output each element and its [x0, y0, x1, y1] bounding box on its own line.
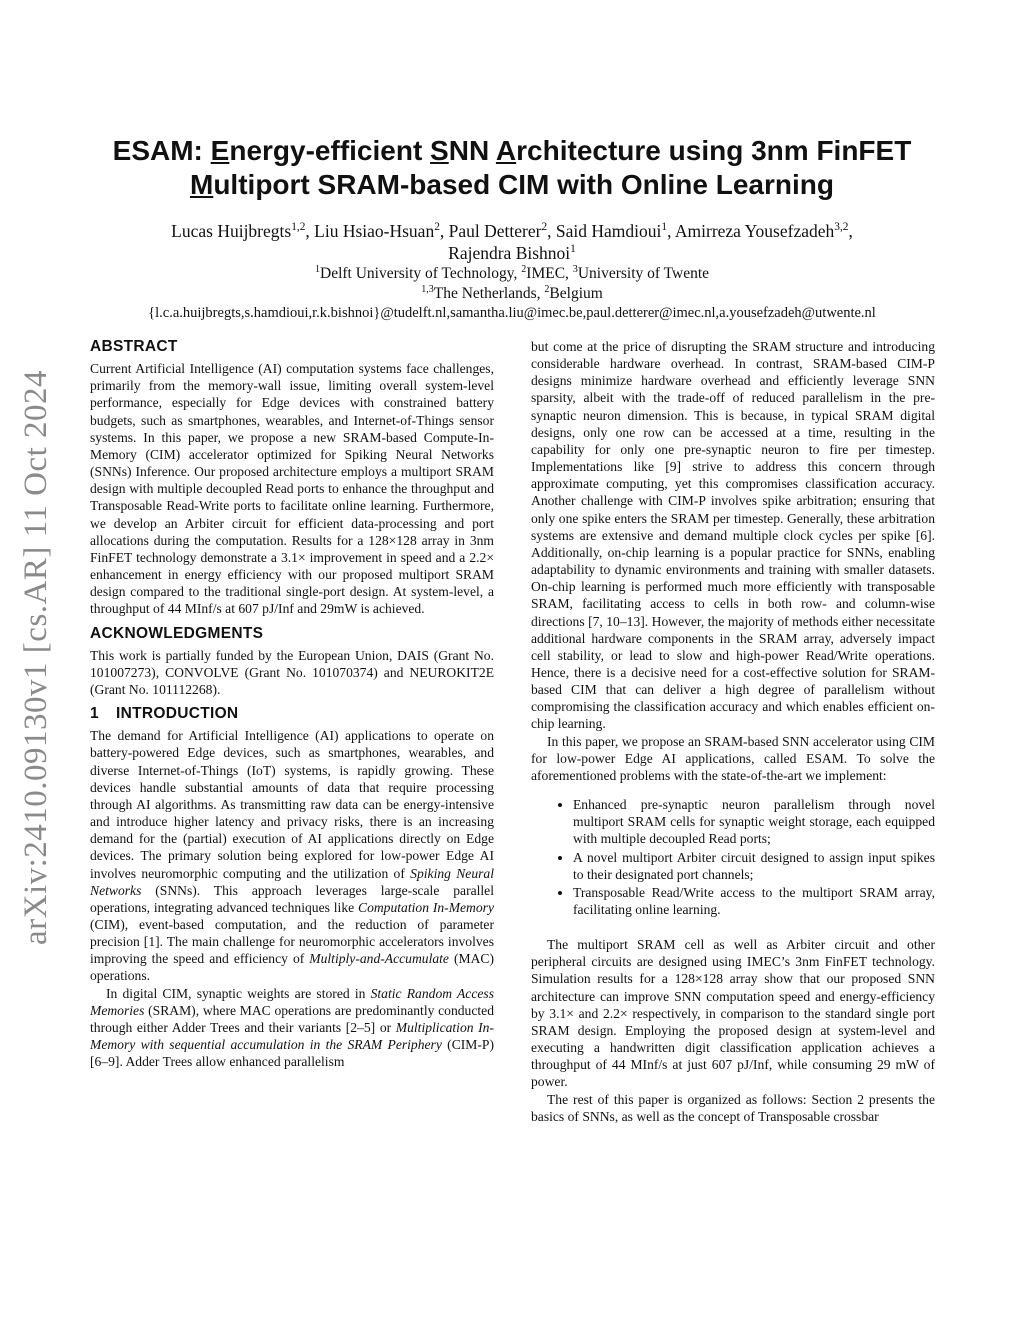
- affiliation-mark: 1: [314, 263, 320, 275]
- list-item: • Enhanced pre-synaptic neuron parallelism through novel multiport SRAM cells for synaptic weight storage, each equipped with multiple decoupled Read ports;: [573, 796, 935, 847]
- author-separator: ,: [667, 221, 675, 241]
- intro-paragraph: The rest of this paper is organized as follows: Section 2 presents the basics of SNNs, as well as the concept of Transposable crossbar: [531, 1091, 935, 1124]
- list-item: • Transposable Read/Write access to the multiport SRAM array, facilitating online learning.: [573, 884, 935, 918]
- emphasized-term: Static Random Access Memories: [90, 985, 494, 1018]
- paragraph-text: (SRAM), where MAC operations are predominantly conducted through either Adder Trees and their variants [2–5] or: [90, 1002, 494, 1035]
- intro-paragraph: The multiport SRAM cell as well as Arbiter circuit and other peripheral circuits are designed using IMEC’s 3nm FinFET technology. Simulation results for a 128×128 array show that our proposed SNN architecture can improve SNN computation speed and energy-efficiency by 3.1× and 2.2× respectively, in comparison to the standard single port SRAM design. Employing the proposed design at system-level and executing a handwritten digit classification application achieves a throughput of 44 MInf/s at just 607 pJ/Inf, while consuming 29 mW of power.: [531, 937, 935, 1090]
- title-text: ESAM:: [112, 135, 211, 166]
- title-acronym-letter: M: [190, 169, 214, 200]
- emphasized-term: Multiplication In-Memory with sequential accumulation in the SRAM Periphery: [90, 1019, 495, 1053]
- contribution-list: [531, 796, 935, 918]
- author-list: [80, 220, 944, 264]
- title-text: rchitecture using 3nm FinFET: [516, 135, 912, 166]
- title-acronym-letter: A: [495, 135, 517, 166]
- affiliation-mark: 3: [572, 263, 578, 275]
- author-affiliation-mark: 1,2: [291, 221, 306, 234]
- author-separator: ,: [305, 221, 315, 241]
- author-line-1: [80, 220, 944, 242]
- left-column: [90, 338, 494, 1070]
- author-emails: {l.c.a.huijbregts,s.hamdioui,r.k.bishnoi}@tudelft.nl,samantha.liu@imec.be,paul.detterer@imec.nl,a.yousefzadeh@utwente.nl: [148, 305, 876, 321]
- author-affiliation-mark: 1: [661, 221, 668, 234]
- abstract-heading: ABSTRACT: [90, 338, 178, 355]
- emphasized-term: Spiking Neural Networks: [90, 865, 494, 898]
- section-number: 1: [90, 705, 99, 723]
- author-separator: ,: [439, 221, 449, 241]
- author-affiliation-mark: 2: [541, 221, 548, 234]
- arxiv-identifier: arXiv:2410.09130v1 [cs.AR] 11 Oct 2024: [18, 369, 54, 945]
- author-name: Lucas Huijbregts: [171, 221, 292, 241]
- title-line-1: [80, 134, 944, 168]
- author-name: Said Hamdioui: [555, 221, 662, 241]
- country-name: Belgium: [549, 285, 603, 302]
- author-separator: ,: [547, 221, 556, 241]
- intro-paragraph: but come at the price of disrupting the SRAM structure and introducing considerable hardware overhead. In contrast, SRAM-based CIM-P designs minimize hardware overhead and efficiently leverage SNN sparsity, albeit with the trade-off of reduced parallelism in the pre-synaptic neuron dimension. This is because, in typical SRAM digital designs, only one row can be accessed at a time, resulting in the capability for only one pre-synaptic neuron to fire per timestep. Implementations like [9] strive to address this concern through approximate computing, yet this compromises classification accuracy. Another challenge with CIM-P involves spike arbitration; ensuring that only one spike enters the SRAM per timestep. Generally, these arbitration systems are extensive and demand multiple clock cycles per spike [6]. Additionally, on-chip learning is a popular practice for SNNs, enabling adaptability to dynamic environments and training with smaller datasets. On-chip learning is performed much more efficiently with transposable SRAM, facilitating access to cells in both row- and column-wise directions [7, 10–13]. However, the majority of methods either necessitate additional hardware components in the SRAM array, adversely impact cell stability, or lead to slow and high-power Read/Write operations. Hence, there is a decisive need for a cost-effective solution for SRAM-based CIM that can deliver a high degree of parallelism without compromising the classification accuracy and which enables efficient on-chip learning.: [531, 339, 935, 732]
- title-text: ultiport SRAM-based CIM with Online Learning: [213, 169, 834, 200]
- paragraph-text: In digital CIM, synaptic weights are stored in: [106, 985, 371, 1001]
- paragraph-text: (CIM-P) [6–9]. Adder Trees allow enhanced parallelism: [90, 1037, 494, 1070]
- country-line: [80, 284, 944, 304]
- title-acronym-letter: S: [430, 135, 449, 166]
- affiliation-mark: 1,3: [421, 283, 434, 295]
- author-line-2: [80, 242, 944, 264]
- author-affiliation-mark: 1: [570, 243, 576, 256]
- introduction-heading: [90, 705, 494, 722]
- affiliation-name: IMEC,: [526, 265, 573, 282]
- title-text: nergy-efficient: [229, 135, 431, 166]
- affiliation-name: University of Twente: [577, 265, 710, 282]
- affiliation-mark: 2: [544, 283, 550, 295]
- emphasized-term: Multiply-and-Accumulate: [309, 951, 449, 967]
- country-name: The Netherlands,: [433, 285, 545, 302]
- paper-title: [80, 134, 944, 202]
- author-name: Amirreza Yousefzadeh: [674, 221, 835, 241]
- intro-paragraph: [90, 985, 494, 1071]
- affiliation-name: Delft University of Technology,: [320, 265, 522, 282]
- acknowledgments-heading: ACKNOWLEDGMENTS: [90, 624, 264, 642]
- list-item: • A novel multiport Arbiter circuit designed to assign input spikes to their designated port channels;: [573, 849, 935, 883]
- paragraph-text: The demand for Artificial Intelligence (AI) applications to operate on battery-powered Edge devices, such as smartphones, wearables, and diverse Internet-of-Things (IoT) systems, is rapidly growing. These devices handle substantial amounts of data that require processing through AI algorithms. As transmitting raw data can be energy-intensive and introduce higher latency and privacy risks, there is an increasing demand for the (partial) execution of AI applications directly on Edge devices. The primary solution being explored for low-power Edge AI involves neuromorphic computing and the utilization of: [90, 728, 494, 881]
- author-separator: ,: [848, 221, 853, 241]
- author-name: Paul Detterer: [448, 221, 542, 241]
- abstract-text: Current Artificial Intelligence (AI) computation systems face challenges, primarily from the memory-wall issue, limiting overall system-level performance, especially for Edge devices with constrained battery budgets, such as smartphones, wearables, and Internet-of-Things sensor systems. In this paper, we propose a new SRAM-based Compute-In-Memory (CIM) accelerator optimized for Spiking Neural Networks (SNNs) Inference. Our proposed architecture employs a multiport SRAM design with multiple decoupled Read ports to enhance the throughput and Transposable Read-Write ports to facilitate online learning. Furthermore, we develop an Arbiter circuit for efficient data-processing and port allocations during the computation. Results for a 128×128 array in 3nm FinFET technology demonstrate a 3.1× improvement in speed and a 2.2× enhancement in energy efficiency with our proposed multiport SRAM design compared to the traditional single-port design. At system-level, a throughput of 44 MInf/s at 607 pJ/Inf and 29mW is achieved.: [90, 361, 494, 617]
- affiliations: [80, 264, 944, 304]
- author-affiliation-mark: 3,2: [834, 221, 849, 234]
- title-line-2: [80, 168, 944, 202]
- title-acronym-letter: E: [210, 135, 230, 166]
- paragraph-text: (MAC) operations.: [90, 951, 494, 984]
- acknowledgments-text: This work is partially funded by the European Union, DAIS (Grant No. 101007273), CONVOLVE (Grant No. 101070374) and NEUROKIT2E (Grant No. 101112268).: [90, 647, 494, 697]
- author-name: Rajendra Bishnoi: [448, 243, 571, 263]
- affiliation-mark: 2: [521, 263, 527, 275]
- author-affiliation-mark: 2: [434, 221, 440, 234]
- author-name: Liu Hsiao-Hsuan: [314, 221, 435, 241]
- emphasized-term: Computation In-Memory: [358, 899, 494, 915]
- title-text: NN: [448, 135, 496, 166]
- intro-paragraph: In this paper, we propose an SRAM-based SNN accelerator using CIM for low-power Edge AI applications, called ESAM. To solve the aforementioned problems with the state-of-the-art we implement:: [531, 733, 935, 783]
- intro-paragraph: [90, 727, 494, 984]
- paragraph-text: (SNNs). This approach leverages large-scale parallel operations, integrating advanced techniques like: [90, 882, 494, 915]
- paragraph-text: (CIM), event-based computation, and the reduction of parameter precision [1]. The main challenge for neuromorphic accelerators involves improving the speed and efficiency of: [90, 917, 494, 967]
- section-title: INTRODUCTION: [116, 705, 239, 723]
- right-column: [531, 338, 935, 1125]
- institution-line: [80, 264, 944, 284]
